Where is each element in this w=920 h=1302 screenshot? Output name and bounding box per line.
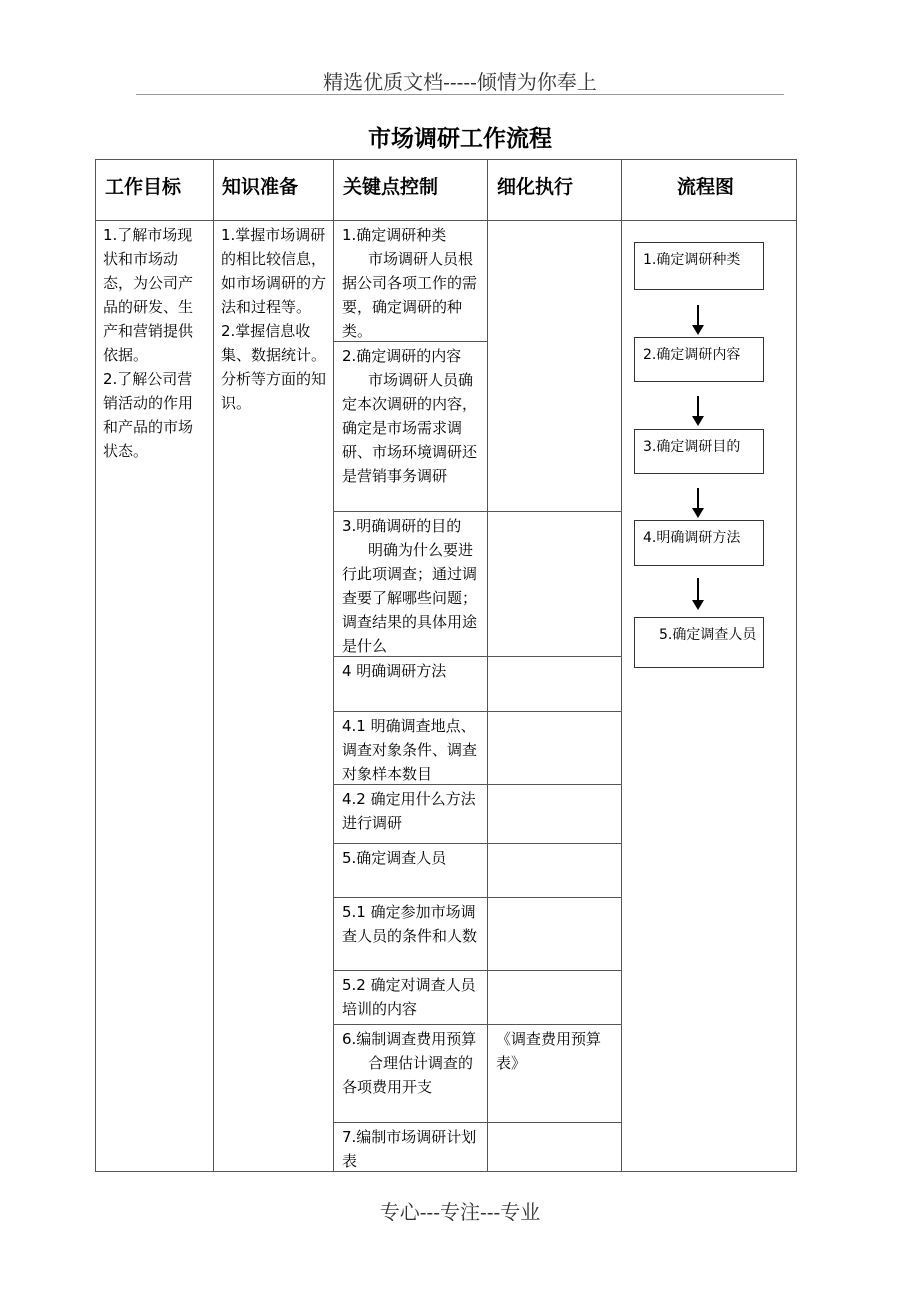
- header-key-control: 关键点控制: [343, 176, 439, 198]
- flow-arrowhead: [692, 600, 704, 610]
- step-5-2: [342, 973, 482, 1021]
- flow-arrow: [697, 305, 699, 327]
- page-title: 市场调研工作流程: [368, 126, 552, 152]
- step-4-1: [342, 714, 482, 786]
- column-divider: [487, 159, 488, 1172]
- row-divider: [333, 897, 621, 898]
- step-title: 7.编制市场调研计划表: [342, 1128, 477, 1170]
- step-title: 4.2 确定用什么方法进行调研: [342, 790, 476, 832]
- header-goal: 工作目标: [105, 176, 182, 198]
- header-knowledge: 知识准备: [222, 176, 299, 198]
- execution-budget-form: 《调查费用预算表》: [496, 1030, 602, 1072]
- row-divider: [333, 511, 621, 512]
- column-divider: [621, 159, 622, 1172]
- step-4-2: [342, 787, 482, 835]
- flow-step-4: 4.明确调研方法: [634, 520, 764, 566]
- row-divider: [333, 970, 621, 971]
- step-6: [342, 1027, 482, 1099]
- page-footer: 专心---专注---专业: [379, 1200, 541, 1224]
- step-title: 5.1 确定参加市场调查人员的条件和人数: [342, 903, 478, 945]
- column-divider: [333, 159, 334, 1172]
- column-divider: [213, 159, 214, 1172]
- header-divider: [136, 94, 784, 95]
- step-title: 5.2 确定对调查人员培训的内容: [342, 976, 476, 1018]
- row-divider: [333, 1122, 621, 1123]
- flow-arrow: [697, 396, 699, 418]
- step-7: [342, 1125, 482, 1173]
- step-desc: 市场调研人员根据公司各项工作的需要，确定调研的种类。: [342, 250, 478, 340]
- header-row-divider: [95, 220, 797, 221]
- row-divider: [333, 843, 621, 844]
- flow-arrow: [697, 578, 699, 602]
- step-5-1: [342, 900, 482, 948]
- step-desc: 明确为什么要进行此项调查；通过调查要了解哪些问题；调查结果的具体用途是什么: [342, 541, 478, 655]
- row-divider: [333, 1024, 621, 1025]
- flow-arrowhead: [692, 416, 704, 426]
- step-title: 4 明确调研方法: [342, 662, 447, 680]
- flow-step-3: 3.确定调研目的: [634, 429, 764, 474]
- page-header: 精选优质文档-----倾情为你奉上: [323, 70, 597, 94]
- step-title: 6.编制调查费用预算: [342, 1030, 477, 1048]
- flow-arrowhead: [692, 508, 704, 518]
- goals-text: 1.了解市场现状和市场动态，为公司产品的研发、生产和营销提供依据。 2.了解公司营销活动的作用和产品的市场状态。: [103, 226, 194, 460]
- step-4: [342, 659, 482, 683]
- step-title: 2.确定调研的内容: [342, 347, 462, 365]
- step-title: 4.1 明确调查地点、调查对象条件、调查对象样本数目: [342, 717, 478, 783]
- flow-arrowhead: [692, 325, 704, 335]
- knowledge-text: 1.掌握市场调研的相比较信息，如市场调研的方法和过程等。 2.掌握信息收集、数据统计。分析等方面的知识。: [221, 226, 327, 412]
- step-title: 3.明确调研的目的: [342, 517, 462, 535]
- step-title: 1.确定调研种类: [342, 226, 447, 244]
- row-divider: [333, 711, 621, 712]
- step-desc: 合理估计调查的各项费用开支: [342, 1054, 474, 1096]
- header-flowchart: 流程图: [677, 176, 735, 198]
- flow-step-1: 1.确定调研种类: [634, 242, 764, 290]
- step-3: [342, 514, 482, 658]
- header-execution: 细化执行: [497, 176, 574, 198]
- step-title: 5.确定调查人员: [342, 849, 447, 867]
- step-2: [342, 344, 482, 488]
- step-1: [342, 223, 482, 343]
- step-5: [342, 846, 482, 870]
- step-desc: 市场调研人员确定本次调研的内容，确定是市场需求调研、市场环境调研还是营销事务调研: [342, 371, 478, 485]
- flow-step-2: 2.确定调研内容: [634, 337, 764, 382]
- flow-arrow: [697, 488, 699, 510]
- flow-step-5: 5.确定调查人员: [634, 617, 764, 668]
